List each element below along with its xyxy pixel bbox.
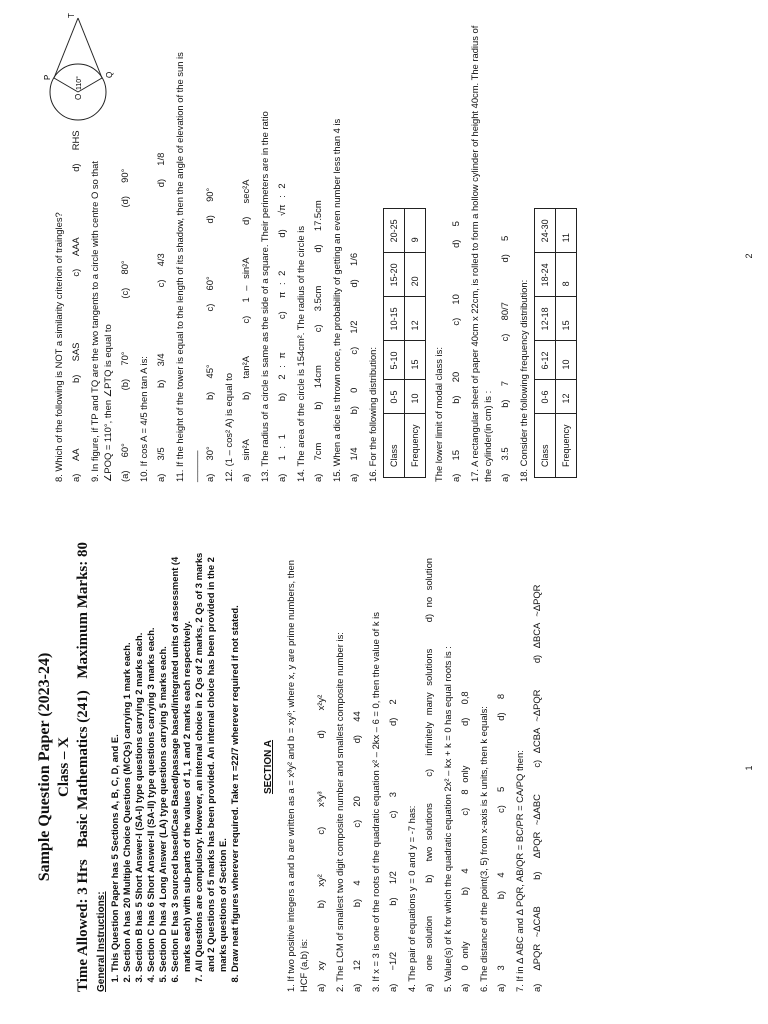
paper-meta: [75, 542, 92, 992]
table-cell: 12: [556, 380, 577, 414]
question-5: 5. Value(s) of k for which the quadratic equation 2x² – kx + k = 0 has equal roots is :: [442, 646, 453, 992]
subject: Basic Mathematics (241): [75, 690, 91, 848]
options-17: a) 3.5 b) 7 c) 80/7 d) 5: [499, 235, 510, 482]
table-cell: 6-12: [535, 341, 556, 380]
table-cell: 11: [556, 209, 577, 253]
question-6: 6. The distance of the point(3, 5) from x-axis is k units, then k equals:: [478, 706, 489, 992]
table-cell: Class: [384, 414, 405, 478]
options-14: a) 7cm b) 14cm c) 3.5cm d) 17.5cm: [312, 200, 323, 482]
question-7: 7. If in Δ ABC and Δ PQR, AB/QR = BC/PR = CA/PQ then:: [514, 750, 525, 992]
table-cell: 15: [556, 297, 577, 341]
options-2: a) 12 b) 4 c) 20 d) 44: [351, 711, 362, 992]
instructions-title: General Instructions:: [96, 891, 107, 992]
instruction-item: 1. This Question Paper has 5 Sections A, B, C, D, and E.: [109, 542, 121, 972]
options-5: a) 0 only b) 4 c) 8 only d) 0,8: [459, 691, 470, 992]
frequency-table-18: [534, 208, 577, 478]
question-13: 13. The radius of a circle is same as the side of a square. Their perimeters are in the ratio: [259, 111, 270, 482]
instruction-item: 3. Section B has 5 Short Answer-I (SA-I) type questions carrying 2 marks each.: [133, 542, 145, 972]
point-q-label: Q: [105, 71, 114, 78]
table-row: [535, 209, 556, 478]
question-12: 12. (1 – cos² A) is equal to: [223, 373, 234, 482]
table-cell: 5-10: [384, 341, 405, 380]
options-1: a) xy b) xy² c) x³y³ d) x²y²: [315, 694, 326, 992]
table-cell: 10-15: [384, 297, 405, 341]
options-8: a) AA b) SAS c) AAA d) RHS: [70, 130, 81, 482]
table-cell: 0-6: [535, 380, 556, 414]
options-6: a) 3 b) 4 c) 5 d) 8: [495, 693, 506, 992]
options-12: a) sin²A b) tan²A c) 1 – sin²A d) sec²A: [240, 179, 251, 482]
table-row: [556, 209, 577, 478]
table-cell: 10: [405, 380, 426, 414]
question-3: 3. If x = 3 is one of the roots of the quadratic equation x² – 2kx – 6 = 0, then the value of k is: [370, 612, 381, 992]
table-cell: 20-25: [384, 209, 405, 253]
instruction-item: 8. Draw neat figures wherever required. Take π =22/7 wherever required if not stated.: [229, 542, 241, 972]
time-allowed: Time Allowed: 3 Hrs: [75, 859, 91, 992]
question-4: 4. The pair of equations y = 0 and y = -7 has:: [406, 805, 417, 992]
page-1: [0, 512, 768, 1024]
point-t-label: T: [67, 13, 76, 18]
frequency-table-16: [383, 208, 426, 478]
options-16: a) 15 b) 20 c) 10 d) 5: [450, 221, 461, 482]
table-cell: 24-30: [535, 209, 556, 253]
question-14: 14. The area of the circle is 154cm². The radius of the circle is: [295, 225, 306, 482]
table-cell: 12: [405, 297, 426, 341]
tangent-circle-figure: [30, 12, 120, 122]
options-7: a) ΔPQR ~ΔCAB b) ΔPQR ~ΔABC c) ΔCBA ~ΔPQR d) ΔBCA ~ΔPQR: [531, 584, 542, 992]
table-cell: 12-18: [535, 297, 556, 341]
instruction-item: 6. Section E has 3 sourced based/Case Based/passage based/integrated units of assessment (4 marks each) with sub-parts of the values of 1, 1 and 2 marks each respectively.: [169, 542, 193, 972]
question-9: 9. In figure, if TP and TQ are the two tangents to a circle with centre O so that ∠POQ = 110°, then ∠PTQ is equal to: [89, 160, 113, 482]
table-cell: Class: [535, 414, 556, 478]
options-9: (a) 60° (b) 70° (c) 80° (d) 90°: [119, 168, 130, 482]
table-cell: 15: [405, 341, 426, 380]
options-3: a) −1/2 b) 1/2 c) 3 d) 2: [387, 699, 398, 992]
question-17: 17. A rectangular sheet of paper 40cm x 22cm, is rolled to form a hollow cylinder of height 40cm. The radius of the cylinder(in cm) is :: [469, 25, 493, 482]
class-label: Class – X: [56, 737, 72, 798]
max-marks: Maximum Marks: 80: [75, 542, 91, 679]
question-18: 18. Consider the following frequency distribution:: [518, 279, 529, 482]
section-heading: SECTION A: [263, 739, 274, 795]
question-1: 1. If two positive integers a and b are written as a = x³y² and b = xy³; where x, y are prime numbers, then HCF (a,b) is:: [285, 560, 309, 992]
options-15: a) 1/4 b) 0 c) 1/2 d) 1/6: [348, 252, 359, 482]
table-cell: 15-20: [384, 253, 405, 297]
paper-title: Sample Question Paper (2023-24): [36, 652, 53, 882]
table-cell: 8: [556, 253, 577, 297]
question-16-note: The lower limit of modal class is:: [433, 347, 444, 482]
table-row: [405, 209, 426, 478]
page-number: 1: [744, 765, 754, 771]
instructions-list: [109, 542, 241, 992]
options-4: a) one solution b) two solutions c) infinitely many solutions d) no solution: [423, 557, 434, 992]
table-row: [384, 209, 405, 478]
question-16: 16. For the following distribution:: [367, 347, 378, 482]
options-11: a) 30° b) 45° c) 60° d) 90°: [204, 187, 215, 482]
options-10: a) 3/5 b) 3/4 c) 4/3 d) 1/8: [155, 152, 166, 482]
instruction-item: 5. Section D has 4 Long Answer (LA) type questions carrying 5 marks each.: [157, 542, 169, 972]
question-15: 15. When a dice is thrown once, the probability of getting an even number less than 4 is: [331, 118, 342, 482]
table-cell: 0-5: [384, 380, 405, 414]
question-10: 10. If cos A = 4/5 then tan A is:: [138, 356, 149, 482]
options-13: a) 1 : 1 b) 2 : π c) π : 2 d) √π : 2: [276, 183, 287, 482]
instruction-item: 2. Section A has 20 Multiple Choice Questions (MCQs) carrying 1 mark each.: [121, 542, 133, 972]
table-cell: 9: [405, 209, 426, 253]
question-8: 8. Which of the following is NOT a similarity criterion of traingles?: [53, 212, 64, 482]
table-cell: 18-24: [535, 253, 556, 297]
table-cell: 20: [405, 253, 426, 297]
instruction-item: 4. Section C has 6 Short Answer-II (SA-II) type questions carrying 3 marks each.: [145, 542, 157, 972]
centre-label: O: [74, 93, 83, 100]
table-cell: Frequency: [405, 414, 426, 478]
table-cell: 10: [556, 341, 577, 380]
instruction-item: 7. All Questions are compulsory. However, an internal choice in 2 Qs of 2 marks, 2 Qs of 3 marks and 2 Questions of 5 marks has been provided. An internal choice has been provided in the 2 marks questions of Section E.: [193, 542, 229, 972]
page-number: 2: [744, 253, 754, 259]
point-p-label: P: [43, 74, 52, 80]
question-11: 11. If the height of the tower is equal to the length of its shadow, then the angle of elevation of the sun is ______: [174, 52, 198, 482]
table-cell: Frequency: [556, 414, 577, 478]
question-2: 2. The LCM of smallest two digit composite number and smallest composite number is:: [334, 632, 345, 992]
angle-label: 110°: [76, 76, 83, 90]
